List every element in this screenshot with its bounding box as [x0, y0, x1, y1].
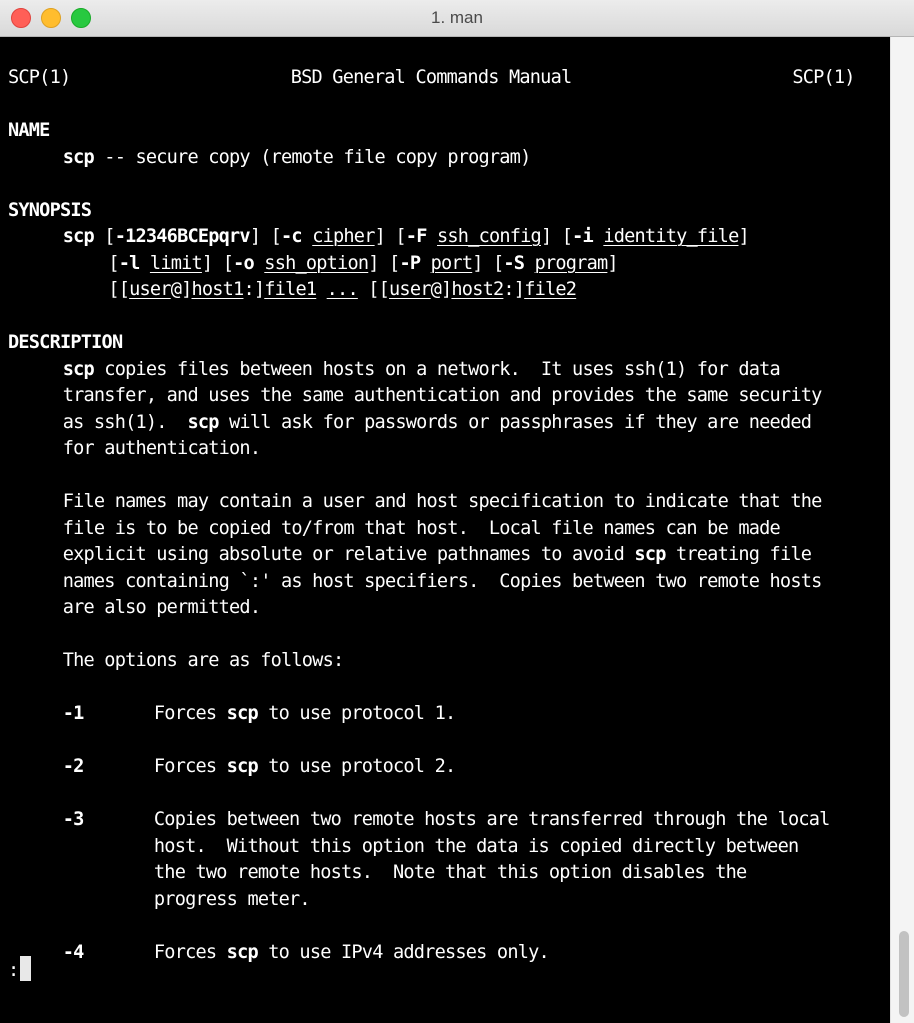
section-heading-name: NAME: [8, 120, 50, 141]
section-heading-description: DESCRIPTION: [8, 332, 123, 353]
description-line: [63, 383, 822, 409]
option-flag: -2: [62, 756, 84, 777]
underlined-text: ssh_config: [437, 226, 541, 247]
description-line: [63, 489, 822, 515]
underlined-text: program: [534, 252, 608, 274]
text-segment: Forces: [153, 941, 227, 963]
title-bar: [0, 0, 914, 37]
option-flag: -1: [62, 703, 84, 724]
vertical-scrollbar[interactable]: [890, 37, 914, 1023]
text-segment: Copies between two remote hosts are transferred through the local: [153, 809, 830, 830]
terminal-content[interactable]: [0, 37, 890, 1023]
underlined-text: ssh_option: [264, 252, 369, 274]
bold-text: scp: [62, 226, 94, 247]
bold-text: -o: [233, 252, 254, 274]
text-segment: file is to be copied to/from that host. Local file names can be made: [62, 517, 780, 539]
text-segment: ] [: [540, 226, 573, 247]
text-segment: [: [108, 252, 119, 274]
scrollbar-thumb[interactable]: [899, 931, 909, 1017]
bold-text: scp: [187, 411, 219, 433]
bold-text: -P: [399, 252, 421, 274]
option-description: [154, 940, 549, 966]
underlined-text: file1: [264, 279, 317, 300]
synopsis-line: [63, 224, 749, 250]
bold-text: -12346BCEpqrv: [114, 226, 250, 247]
bold-text: -F: [405, 226, 427, 247]
option-description: [154, 807, 830, 833]
text-segment: [[: [357, 279, 390, 300]
text-segment: [[: [108, 279, 130, 300]
text-cursor: [20, 956, 31, 981]
synopsis-line: [108, 277, 576, 303]
underlined-text: ...: [326, 279, 358, 300]
bold-text: -S: [503, 252, 525, 274]
text-segment: :]: [503, 279, 525, 300]
bold-text: scp: [226, 703, 258, 724]
bold-text: scp: [226, 756, 258, 777]
text-segment: [427, 226, 437, 247]
underlined-text: host2: [451, 279, 504, 300]
option-description: [154, 701, 455, 727]
text-segment: ] [: [472, 252, 504, 274]
option-description: [154, 754, 455, 780]
text-segment: ] [: [249, 226, 282, 247]
synopsis-line: [108, 251, 617, 277]
section-heading-synopsis: SYNOPSIS: [8, 199, 92, 221]
option-description: [154, 860, 746, 886]
bold-text: -l: [118, 252, 140, 274]
text-segment: File names may contain a user and host specification to indicate that the: [62, 491, 822, 512]
text-segment: [420, 253, 430, 274]
description-line: The options are as follows:: [62, 650, 344, 671]
description-line: [63, 516, 780, 542]
text-segment: ] [: [201, 252, 234, 274]
text-segment: for authentication.: [62, 438, 261, 459]
option-flag: -3: [62, 809, 84, 830]
text-segment: :]: [243, 279, 265, 300]
text-segment: ]: [607, 252, 618, 274]
text-segment: as ssh(1).: [62, 411, 188, 433]
text-segment: to use IPv4 addresses only.: [257, 941, 549, 963]
text-segment: [302, 226, 312, 247]
name-line: [63, 145, 531, 171]
underlined-text: file2: [524, 279, 577, 300]
manpage-header-left: SCP(1): [8, 67, 71, 88]
text-segment: treating file: [665, 544, 812, 565]
option-description: [154, 834, 798, 860]
text-segment: [593, 226, 603, 247]
text-segment: copies files between hosts on a network. It uses ssh(1) for data: [93, 358, 780, 380]
bold-text: -c: [281, 226, 302, 247]
underlined-text: identity_file: [603, 226, 739, 247]
window-title: 1. man: [431, 8, 483, 27]
bold-text: -i: [572, 226, 593, 247]
text-segment: @]: [430, 279, 452, 300]
text-segment: progress meter.: [153, 888, 310, 910]
text-segment: to use protocol 1.: [257, 703, 456, 724]
description-line: [63, 542, 811, 568]
text-segment: ]: [738, 226, 749, 247]
option-flag: -4: [62, 941, 84, 963]
command-name: scp: [62, 146, 94, 168]
manpage-header-center: BSD General Commands Manual: [290, 67, 572, 88]
description-line: [63, 436, 261, 462]
bold-text: scp: [62, 358, 94, 380]
pager-prompt[interactable]: [8, 956, 31, 982]
underlined-text: limit: [149, 252, 202, 274]
text-segment: [524, 253, 534, 274]
text-segment: Forces: [153, 756, 227, 777]
command-description: -- secure copy (remote file copy program): [93, 146, 531, 168]
text-segment: names containing `:' as host specifiers. Copies between two remote hosts: [62, 570, 822, 592]
underlined-text: host1: [191, 279, 244, 300]
manpage-header-right: SCP(1): [792, 67, 855, 88]
underlined-text: user: [129, 279, 171, 300]
text-segment: host. Without this option the data is copied directly between: [153, 835, 799, 857]
text-segment: ] [: [374, 226, 406, 247]
option-description: [154, 887, 310, 913]
text-segment: [140, 253, 150, 274]
text-segment: [316, 279, 326, 300]
text-segment: are also permitted.: [62, 597, 261, 618]
text-segment: transfer, and uses the same authentication and provides the same security: [62, 385, 822, 406]
bold-text: scp: [634, 544, 666, 565]
description-line: [63, 357, 780, 383]
text-segment: explicit using absolute or relative pathnames to avoid: [62, 544, 635, 565]
text-segment: the two remote hosts. Note that this option disables the: [153, 862, 747, 883]
prompt-text: :: [8, 960, 20, 981]
text-segment: [254, 253, 264, 274]
text-segment: will ask for passwords or passphrases if they are needed: [218, 411, 812, 433]
bold-text: scp: [226, 941, 258, 963]
text-segment: [: [93, 226, 115, 247]
underlined-text: user: [389, 279, 431, 300]
text-segment: Forces: [153, 703, 227, 724]
text-segment: to use protocol 2.: [257, 756, 456, 777]
text-segment: @]: [170, 279, 192, 300]
underlined-text: cipher: [312, 226, 375, 247]
description-line: [63, 595, 261, 621]
text-segment: ] [: [368, 252, 400, 274]
underlined-text: port: [430, 252, 473, 274]
description-line: [63, 569, 822, 595]
description-line: [63, 410, 811, 436]
